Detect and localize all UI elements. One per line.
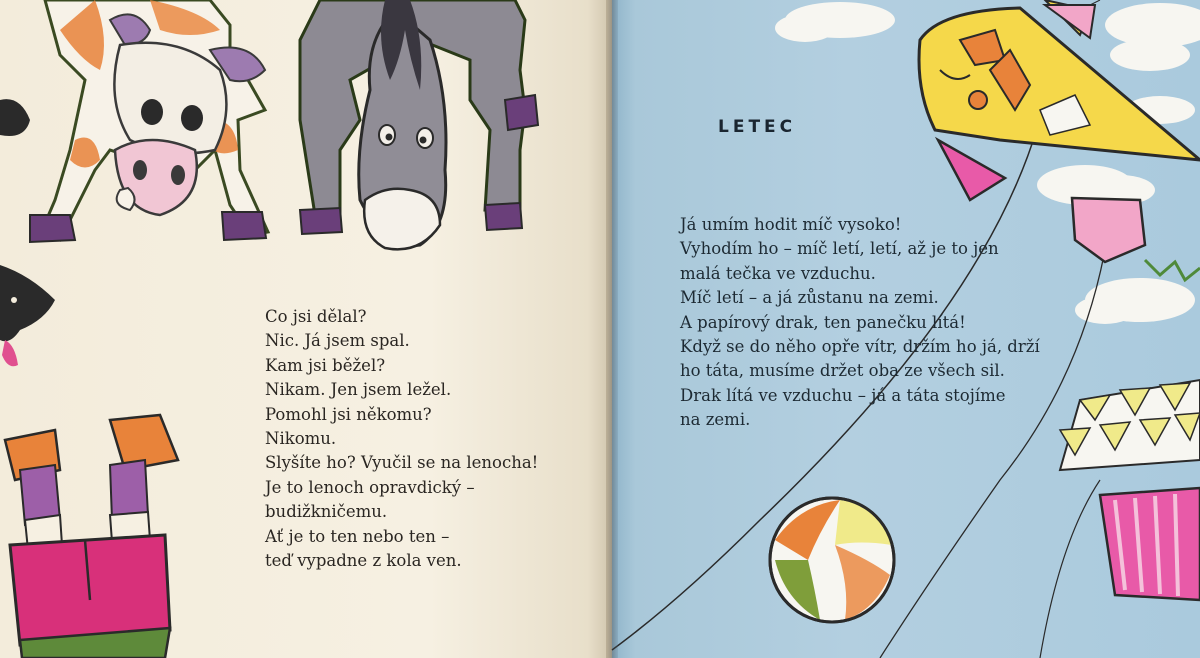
poem-line: budižkničemu.: [265, 502, 388, 522]
poem-line: Ať je to ten nebo ten –: [265, 526, 450, 546]
poem-line: Drak lítá ve vzduchu – já a táta stojíme: [680, 385, 1006, 405]
poem-line: Je to lenoch opravdický –: [265, 477, 475, 497]
left-poem: [265, 305, 538, 573]
poem-line: Slyšíte ho? Vyučil se na lenocha!: [265, 453, 539, 473]
poem-line: A papírový drak, ten panečku lítá!: [680, 312, 966, 332]
poem-line: Já umím hodit míč vysoko!: [680, 215, 902, 234]
poem-line: malá tečka ve vzduchu.: [680, 263, 876, 283]
page-title: LETEC: [718, 117, 797, 137]
poem-line: Kam jsi běžel?: [265, 355, 386, 375]
poem-line: ho táta, musíme držet oba ze všech sil.: [680, 361, 1005, 381]
poem-line: Nic. Já jsem spal.: [265, 331, 410, 351]
poem-line: Nikomu.: [265, 429, 337, 449]
beach-ball-illustration: [770, 498, 894, 622]
book-gutter: [606, 0, 618, 658]
pink-triangle-kite: [938, 140, 1005, 200]
poem-line: Vyhodím ho – míč letí, letí, až je to jen: [680, 239, 999, 259]
poem-line: Nikam. Jen jsem ležel.: [265, 380, 452, 400]
triangle-kite-illustration: [1060, 380, 1200, 470]
pink-fan-kite-illustration: [1100, 488, 1200, 600]
pink-diamond-kite: [1072, 198, 1145, 262]
poem-line: teď vypadne z kola ven.: [265, 551, 462, 571]
poem-line: Když se do něho opře vítr, držím ho já, drží: [680, 337, 1040, 357]
poem-line: Míč letí – a já zůstanu na zemi.: [680, 288, 939, 308]
poem-line: Pomohl jsi někomu?: [265, 404, 432, 424]
pink-corner-kite: [1045, 5, 1095, 38]
right-poem: [680, 213, 1040, 433]
poem-line: Co jsi dělal?: [265, 307, 367, 326]
poem-line: na zemi.: [680, 410, 751, 430]
